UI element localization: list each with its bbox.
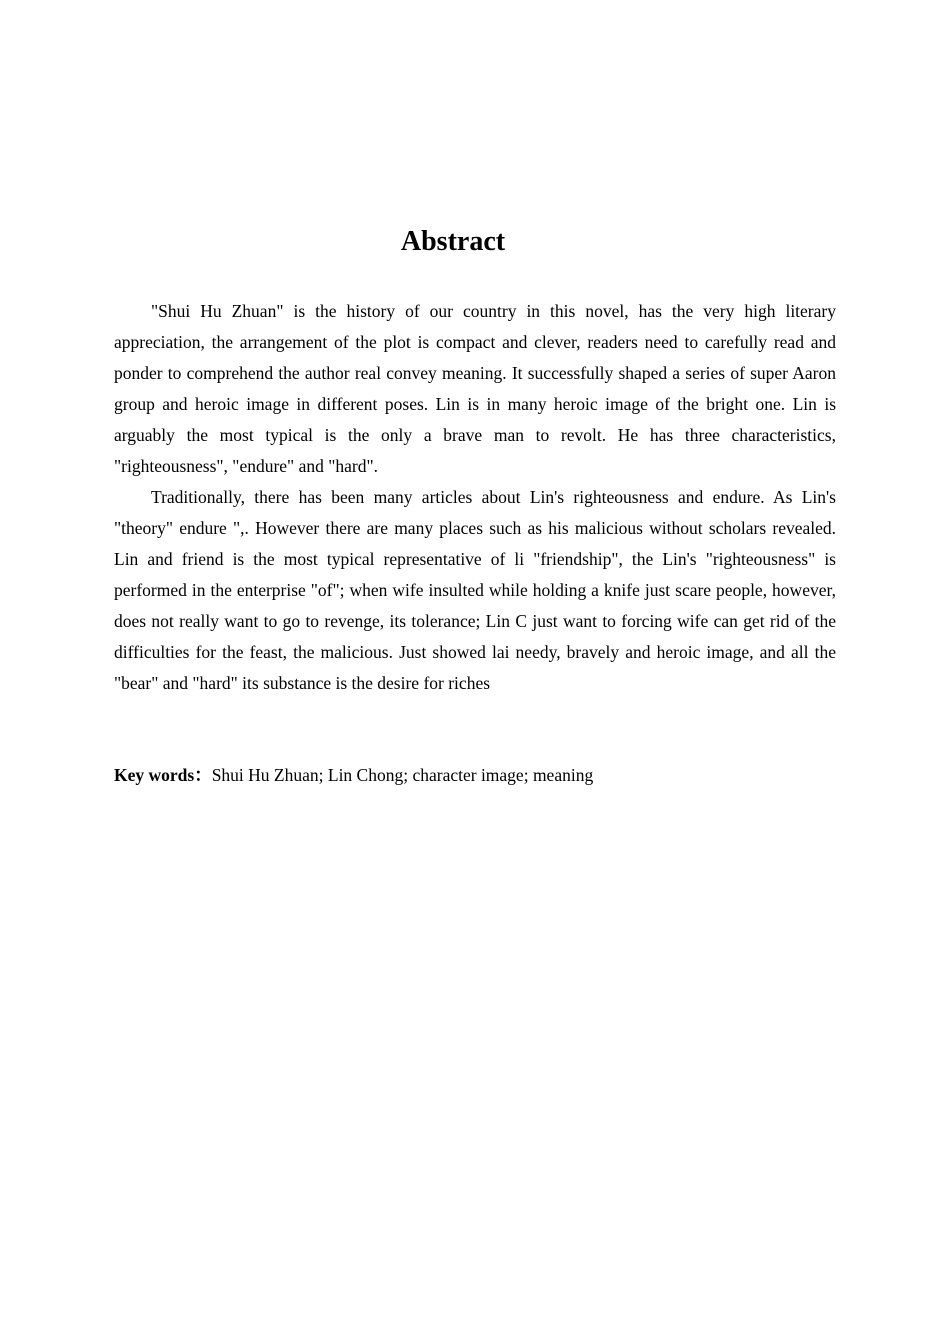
keywords-label: Key words： (114, 765, 212, 785)
abstract-body (114, 296, 836, 699)
keywords-text: Shui Hu Zhuan; Lin Chong; character image; meaning (211, 765, 594, 785)
abstract-paragraph-2: Traditionally, there has been many articles about Lin's righteousness and endure. As Lin's "theory" endure ",. However there are many places such as his malicious without scholars revealed. Lin and friend is the most typical representative of li "friendship", the Lin's "righteousness" is performed in the enterprise "of"; when wife insulted while holding a knife just scare people, however, does not really want to go to revenge, its tolerance; Lin C just want to forcing wife can get rid of the difficulties for the feast, the malicious. Just showed lai needy, bravely and heroic image, and all the "bear" and "hard" its substance is the desire for riches (114, 487, 836, 693)
abstract-paragraph-1: "Shui Hu Zhuan" is the history of our country in this novel, has the very high literary appreciation, the arrangement of the plot is compact and clever, readers need to carefully read and ponder to comprehend the author real convey meaning. It successfully shaped a series of super Aaron group and heroic image in different poses. Lin is in many heroic image of the bright one. Lin is arguably the most typical is the only a brave man to revolt. He has three characteristics, "righteousness", "endure" and "hard". (114, 301, 836, 476)
abstract-title: Abstract (400, 226, 506, 257)
keywords-line (114, 760, 836, 791)
